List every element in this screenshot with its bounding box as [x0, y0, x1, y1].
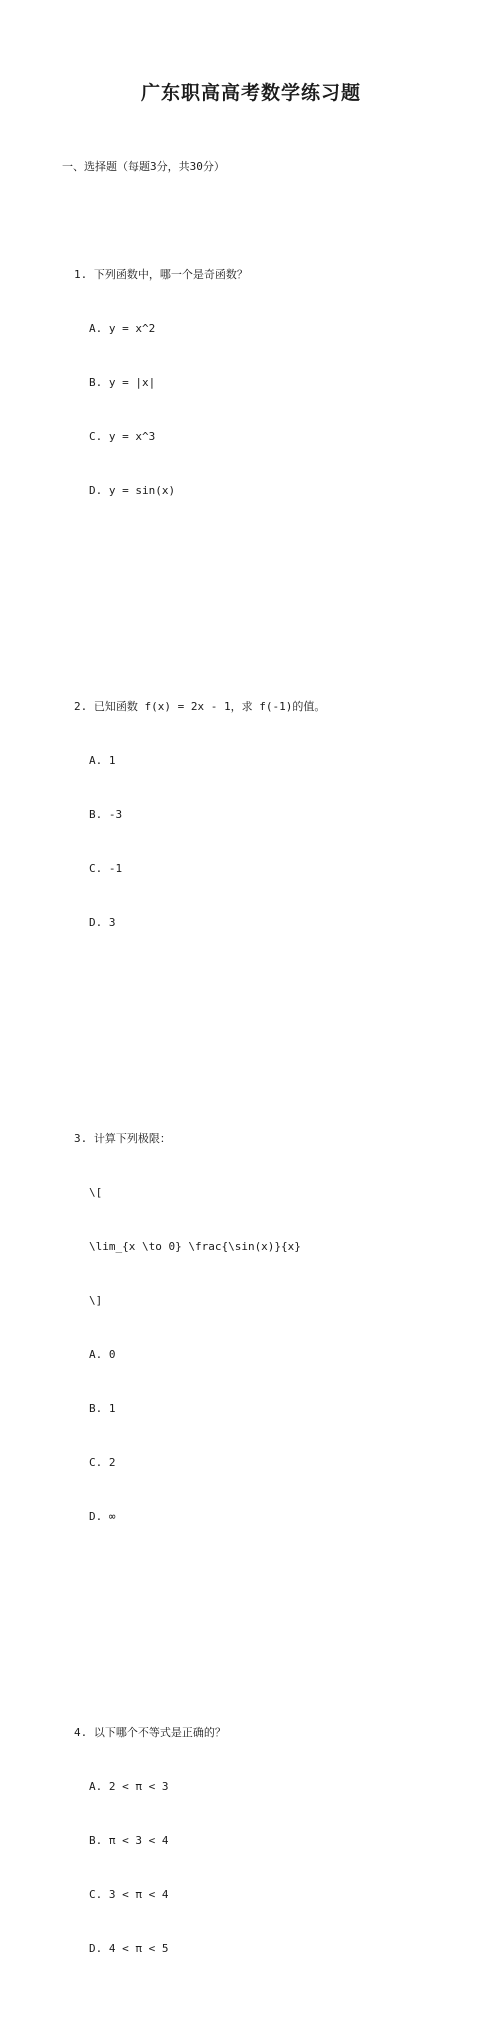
question-stem: 2. 已知函数 f(x) = 2x - 1，求 f(-1)的值。 — [74, 700, 326, 713]
spacer — [62, 1616, 482, 1634]
question-3 — [62, 1094, 482, 1562]
section-heading: 一、选择题（每题3分，共30分） — [62, 160, 225, 173]
question-1 — [62, 230, 482, 536]
option-d: D. 4 < π < 5 — [89, 1942, 169, 1955]
option-b: B. π < 3 < 4 — [89, 1834, 169, 1847]
option-b: B. 1 — [89, 1402, 116, 1415]
option-c: C. -1 — [89, 862, 123, 875]
option-a: A. 0 — [89, 1348, 116, 1361]
latex-close: \] — [89, 1294, 103, 1307]
question-stem: 1. 下列函数中，哪一个是奇函数？ — [74, 268, 248, 281]
option-a: A. 1 — [89, 754, 116, 767]
option-c: C. 3 < π < 4 — [89, 1888, 169, 1901]
latex-open: \[ — [89, 1186, 103, 1199]
question-stem: 3. 计算下列极限： — [74, 1132, 171, 1145]
option-b: B. y = |x| — [89, 376, 156, 389]
option-a: A. y = x^2 — [89, 322, 156, 335]
option-c: C. 2 — [89, 1456, 116, 1469]
option-c: C. y = x^3 — [89, 430, 156, 443]
question-4 — [62, 1688, 482, 1994]
option-d: D. ∞ — [89, 1510, 116, 1523]
option-d: D. 3 — [89, 916, 116, 929]
question-stem: 4. 以下哪个不等式是正确的？ — [74, 1726, 226, 1739]
option-a: A. 2 < π < 3 — [89, 1780, 169, 1793]
spacer — [62, 590, 482, 608]
option-d: D. y = sin(x) — [89, 484, 176, 497]
question-2 — [62, 662, 482, 968]
option-b: B. -3 — [89, 808, 123, 821]
document-title: 广东职高高考数学练习题 — [140, 82, 361, 104]
latex-expression: \lim_{x \to 0} \frac{\sin(x)}{x} — [89, 1240, 301, 1253]
spacer — [62, 1022, 482, 1040]
question-list — [62, 122, 482, 2030]
